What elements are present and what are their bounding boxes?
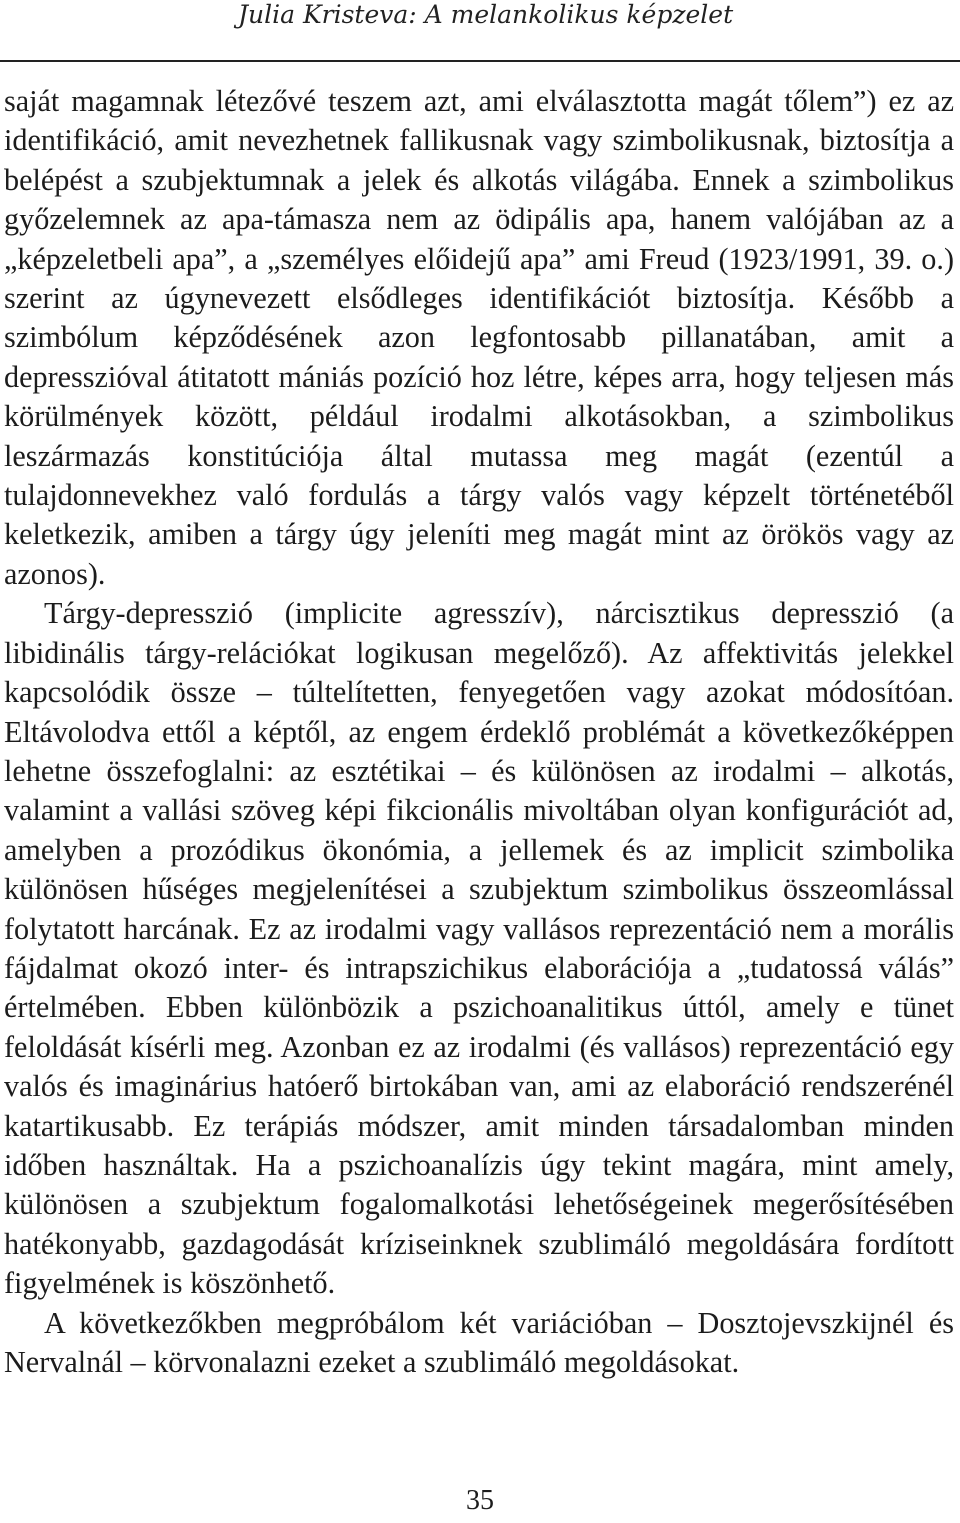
page-number: 35: [466, 1485, 494, 1516]
paragraph-object-depression: Tárgy-depresszió (implicite agresszív), nárcisztikus depresszió (a libidinális tárgy-relációkat logikusan megelőző). Az affektivitás jelekkel kapcsolódik össze – túltelítetten, fenyegetően vagy azokat módosítóan. Eltávolodva ettől a képtől, az engem érdeklő problémát a következőképpen lehetne összefoglalni: az esztétikai – és különösen az irodalmi – alkotás, valamint a vallási szöveg képi fikcionális mivoltában olyan konfigurációt ad, amelyben a prozódikus ökonómia, a jellemek és az implicit szimbolika különösen hűséges megjelenítései a szubjektum szimbolikus összeomlással folytatott harcának. Ez az irodalmi vagy vallásos reprezentáció nem a morális fájdalmat okozó inter- és intrapszichikus elaborációja a „tudatossá válás” értelmében. Ebben különbözik a pszichoanalitikus úttól, amely e tünet feloldását kísérli meg. Azonban ez az irodalmi (és vallásos) reprezentáció egy valós és imaginárius hatóerő birtokában van, ami az elaboráció rendszerénél katartikusabb. Ez terápiás módszer, amit minden társadalomban minden időben használtak. Ha a pszichoanalízis úgy tekint magára, mint amely, különösen a szubjektum fogalomalkotási lehetőségeinek megerősítésében hatékonyabb, gazdagodását kríziseinknek szublimáló megoldására fordított figyelmének is köszönhető.: [4, 596, 954, 1301]
running-title: Julia Kristeva: A melankolikus képzelet: [238, 0, 734, 29]
paragraph-closing: A következőkben megpróbálom két variációban – Dosztojevszkijnél és Nervalnál – körvonalazni ezeket a szublimáló megoldásokat.: [4, 1305, 954, 1379]
paragraph-continuation: saját magamnak létezővé teszem azt, ami elválasztotta magát tőlem”) ez az identifikáció, amit nevezhetnek fallikusnak vagy szimbolikusnak, biztosítja a belépést a szubjektumnak a jelek és alkotás világába. Ennek a szimbolikus győzelemnek az apa-támasza nem az ödipális apa, hanem valójában az a „képzeletbeli apa”, a „személyes előidejű apa” ami Freud (1923/1991, 39. o.) szerint az úgynevezett elsődleges identifikációt biztosítja. Később a szimbólum képződésének azon legfontosabb pillanatában, amit a depresszióval átitatott mániás pozíció hoz létre, képes arra, hogy teljesen más körülmények között, például irodalmi alkotásokban, a szimbolikus leszármazás konstitúciója által mutassa meg magát (ezentúl a tulajdonnevekhez való fordulás a tárgy valós vagy képzelt történetéből keletkezik, amiben a tárgy úgy jeleníti meg magát mint az örökös vagy az azonos).: [4, 84, 954, 591]
body-text: [4, 82, 954, 1382]
running-header: [0, 0, 960, 62]
